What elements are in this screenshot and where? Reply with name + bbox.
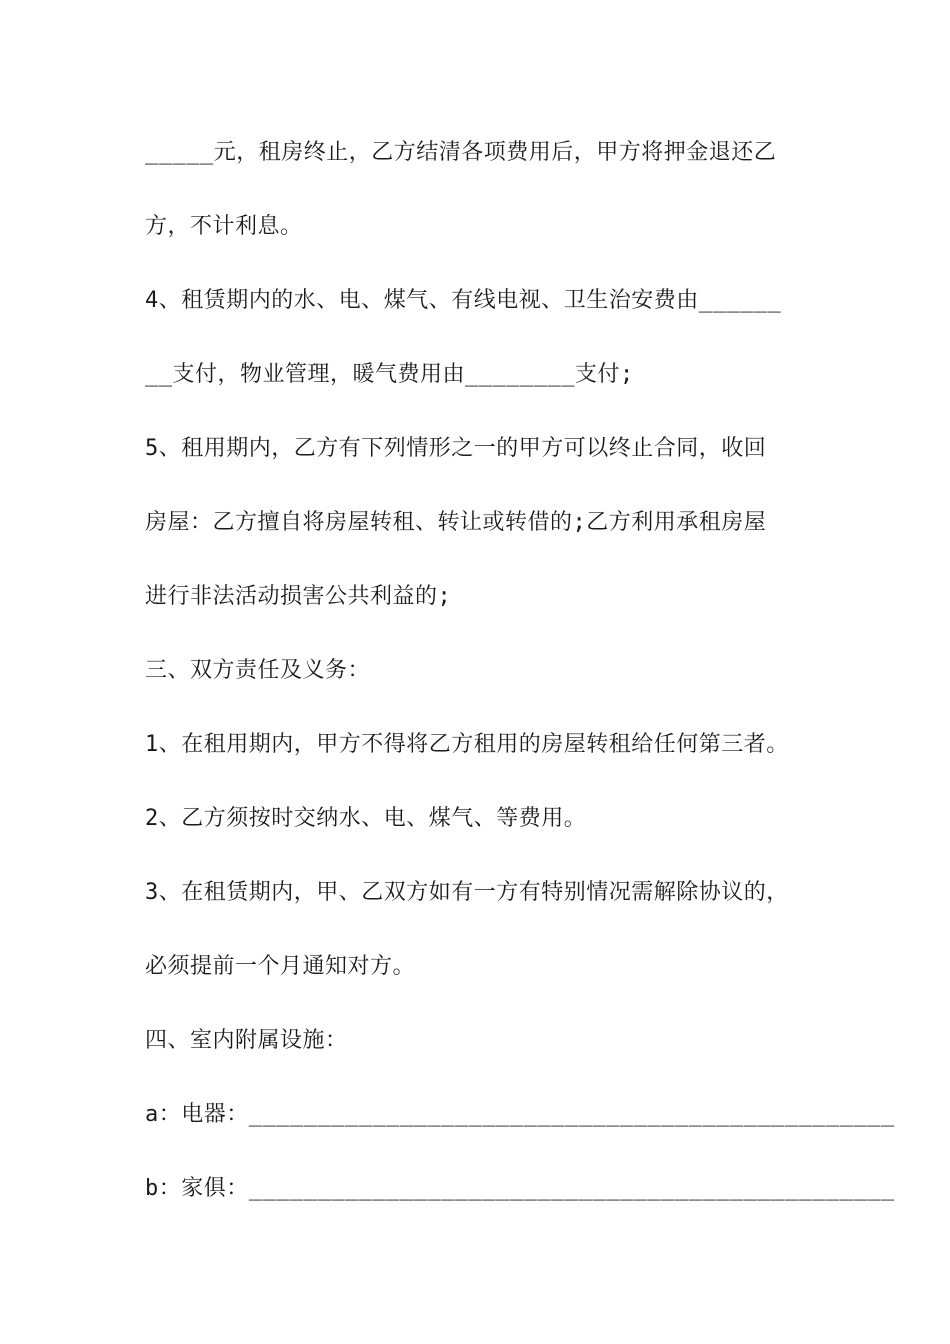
text-line-no-sublet: 1、在租用期内，甲方不得将乙方租用的房屋转租给任何第三者。	[145, 732, 789, 757]
section-heading-facilities: 四、室内附属设施：	[145, 1028, 348, 1053]
text-line-pay-fees: 2、乙方须按时交纳水、电、煤气、等费用。	[145, 806, 587, 831]
text-line-illegal-activity: 进行非法活动损害公共利益的;	[145, 584, 452, 609]
text-line-furniture-blank: b：家俱：_______________________________________________	[145, 1176, 895, 1201]
text-line-utilities-clause: 4、租赁期内的水、电、煤气、有线电视、卫生治安费由______	[145, 288, 782, 313]
text-line-property-fees: __支付，物业管理，暖气费用由________支付;	[145, 362, 634, 387]
text-line-appliances-blank: a：电器：_______________________________________________	[145, 1102, 895, 1127]
text-line-one-month-notice: 必须提前一个月通知对方。	[145, 954, 416, 979]
text-line-deposit-refund: _____元，租房终止，乙方结清各项费用后，甲方将押金退还乙	[145, 140, 777, 165]
section-heading-responsibilities: 三、双方责任及义务：	[145, 658, 371, 683]
text-line-no-interest: 方，不计利息。	[145, 214, 303, 239]
text-line-sublet-conditions: 房屋：乙方擅自将房屋转租、转让或转借的;乙方利用承租房屋	[145, 510, 767, 535]
text-line-termination-clause: 5、租用期内，乙方有下列情形之一的甲方可以终止合同，收回	[145, 436, 767, 461]
text-line-early-termination: 3、在租赁期内，甲、乙双方如有一方有特别情况需解除协议的，	[145, 880, 789, 905]
